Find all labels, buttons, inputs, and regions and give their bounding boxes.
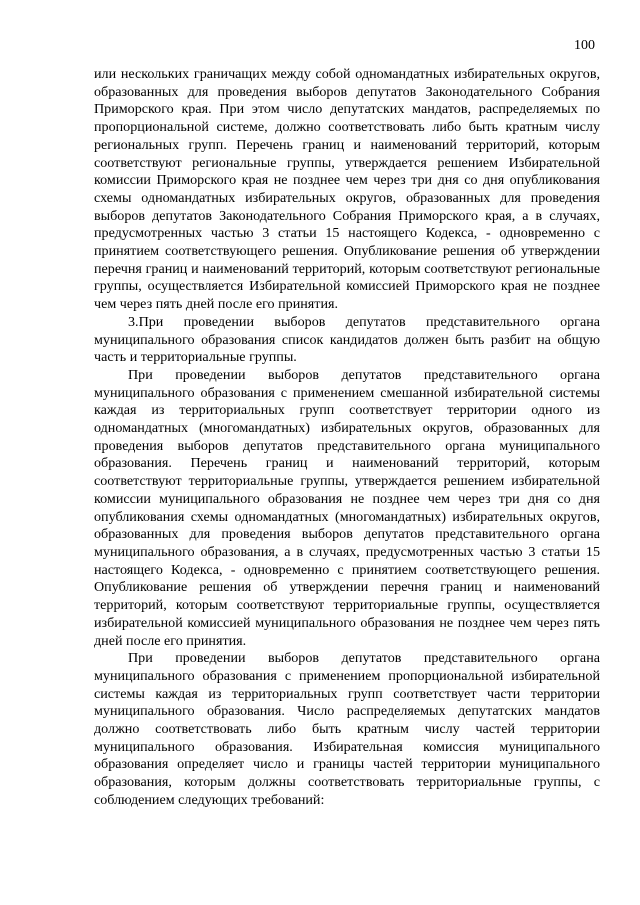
paragraph-mixed-system: При проведении выборов депутатов представительного органа муниципального образования с применением смешанной избирательной системы каждая из территориальных групп соответствует территории одного из одномандатных (многомандатных) избирательных округов, образованных для проведения выборов депутатов представительного органа муниципального образования. Перечень границ и наименований территорий, которым соответствуют территориальные группы, утверждается решением избирательной комиссии муниципального образования не позднее чем через три дня со дня опубликования схемы одномандатных (многомандатных) избирательных округов, образованных для проведения выборов депутатов представительного органа муниципального образования, а в случаях, предусмотренных частью 3 статьи 15 настоящего Кодекса, - одновременно с принятием соответствующего решения. Опубликование решения об утверждении перечня границ и наименований территорий, которым соответствуют территориальные группы, осуществляется избирательной комиссией муниципального образования не позднее чем через пять дней после его принятия. (94, 366, 600, 649)
document-body (94, 66, 600, 810)
paragraph-proportional-system: При проведении выборов депутатов представительного органа муниципального образования с применением пропорциональной избирательной системы каждая из территориальных групп соответствует части территории муниципального образования. Число распределяемых депутатских мандатов должно соответствовать либо быть кратным числу частей территории муниципального образования. Избирательная комиссия муниципального образования определяет число и границы частей территории муниципального образования, которым должны соответствовать территориальные группы, с соблюдением следующих требований: (94, 650, 600, 808)
paragraph-continuation: или нескольких граничащих между собой одномандатных избирательных округов, образованных для проведения выборов депутатов Законодательного Собрания Приморского края. При этом число депутатских мандатов, распределяемых по пропорциональной системе, должно соответствовать либо быть кратным числу региональных групп. Перечень границ и наименований территорий, которым соответствуют региональные группы, утверждается решением Избирательной комиссии Приморского края не позднее чем через три дня со дня опубликования схемы одномандатных избирательных округов, образованных для проведения выборов депутатов Законодательного Собрания Приморского края, а в случаях, предусмотренных частью 3 статьи 15 настоящего Кодекса, - одновременно с принятием соответствующего решения. Опубликование решения об утверждении перечня границ и наименований территорий, которым соответствуют региональные группы, осуществляется Избирательной комиссией Приморского края не позднее чем через пять дней после его принятия. (94, 66, 600, 313)
page-number: 100 (574, 38, 595, 53)
paragraph-3: 3.При проведении выборов депутатов представительного органа муниципального образования список кандидатов должен быть разбит на общую часть и территориальные группы. (94, 313, 600, 366)
